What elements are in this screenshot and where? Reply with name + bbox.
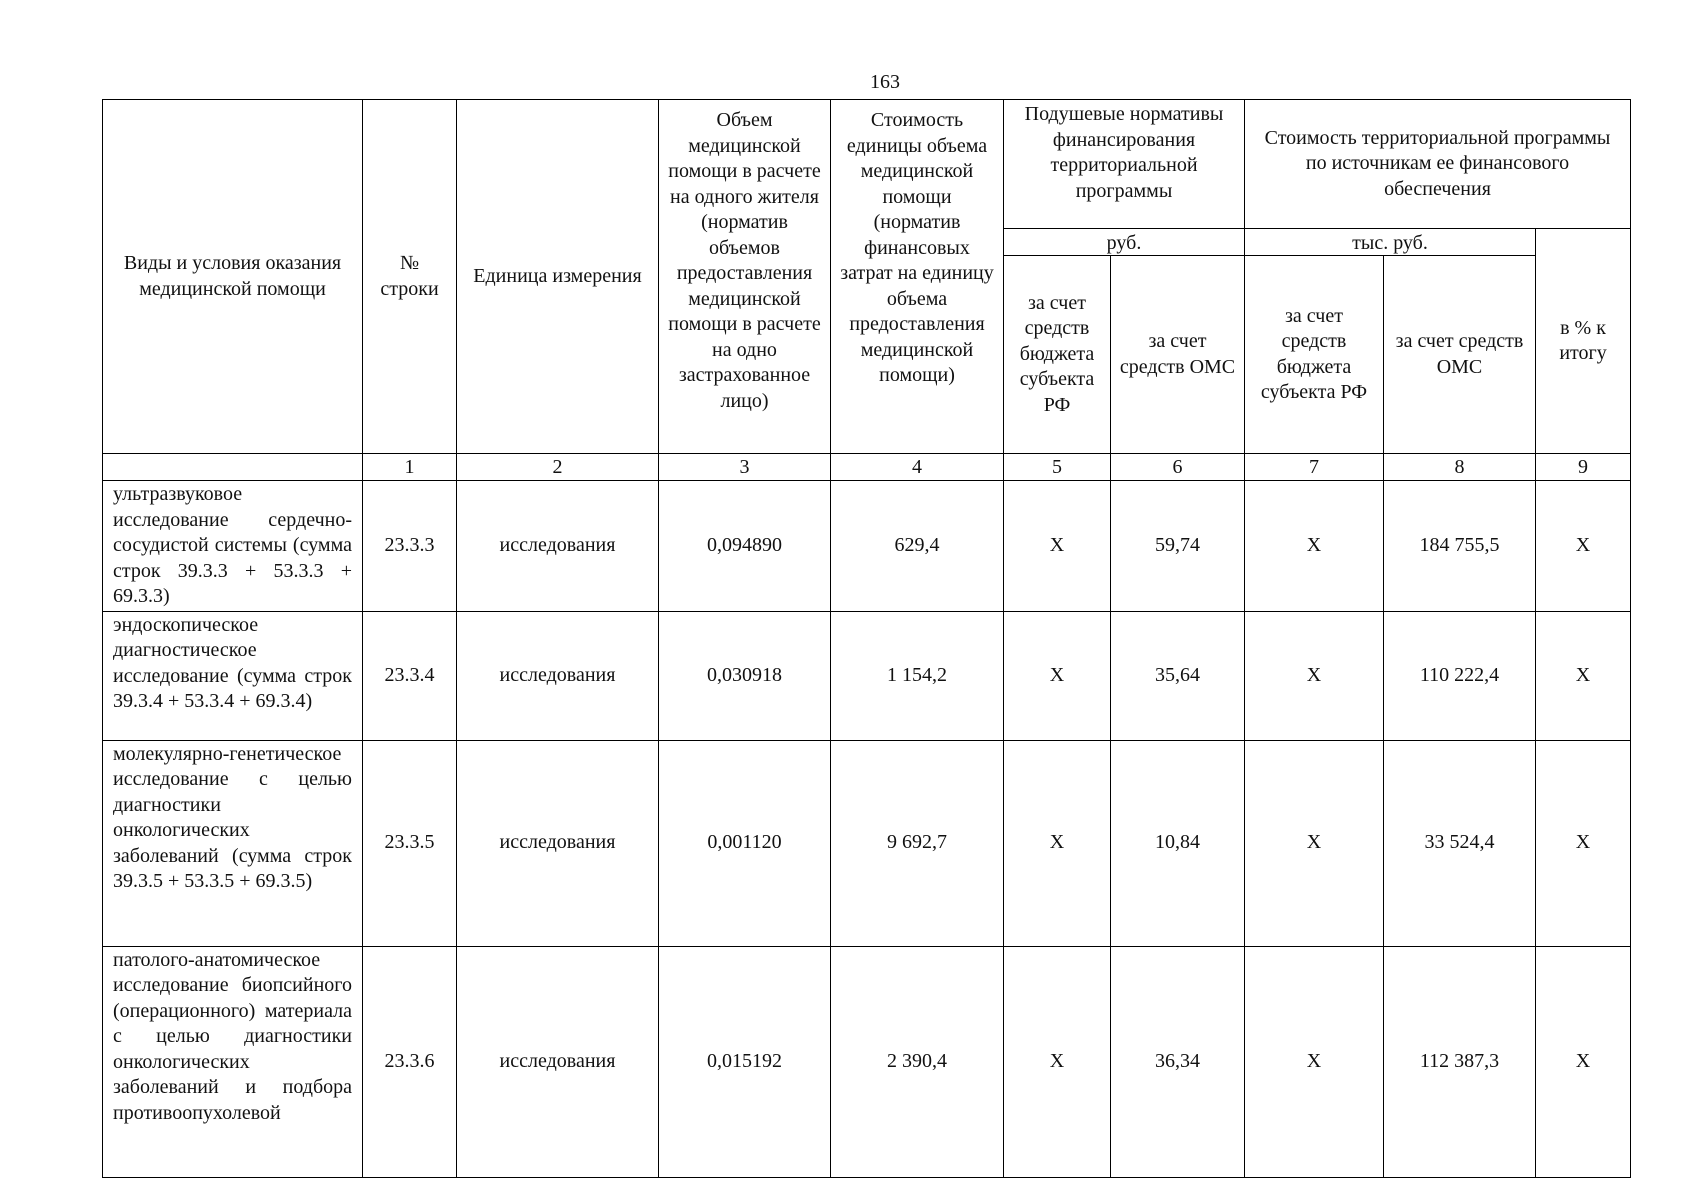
header-unit-cost: Стоимость единицы объема медицинской помощи (норматив финансовых затрат на единицу объема предоставления медицинской помощи): [831, 100, 1004, 454]
row-name: эндоскопическое диагностическое исследование (сумма строк 39.3.4 + 53.3.4 + 69.3.4): [103, 611, 363, 740]
column-number: 4: [831, 454, 1004, 481]
row-name: молекулярно-генетическое исследование с целью диагностики онкологических заболеваний (сумма строк 39.3.5 + 53.3.5 + 69.3.5): [103, 740, 363, 946]
header-row-number: № строки: [363, 100, 457, 454]
column-number: 1: [363, 454, 457, 481]
page-number: 163: [870, 71, 900, 93]
column-number: 7: [1245, 454, 1384, 481]
header-budget-rub: за счет средств бюджета субъекта РФ: [1004, 256, 1111, 454]
header-unit: Единица измерения: [457, 100, 659, 454]
header-rub: руб.: [1004, 229, 1245, 256]
column-number: 5: [1004, 454, 1111, 481]
column-number: 8: [1384, 454, 1536, 481]
row-unit-cost: 9 692,7: [831, 740, 1004, 946]
row-budget-thousand: Х: [1245, 611, 1384, 740]
row-budget-thousand: Х: [1245, 481, 1384, 612]
row-budget-rub: Х: [1004, 611, 1111, 740]
row-percent: Х: [1536, 481, 1631, 612]
column-numbers-row: [103, 454, 1631, 481]
row-volume: 0,001120: [659, 740, 831, 946]
header-thousand-rub: тыс. руб.: [1245, 229, 1536, 256]
column-number: 3: [659, 454, 831, 481]
row-unit: исследования: [457, 946, 659, 1177]
row-percent: Х: [1536, 611, 1631, 740]
column-number: 6: [1111, 454, 1245, 481]
table-row: [103, 611, 1631, 740]
header-budget-thousand: за счет средств бюджета субъекта РФ: [1245, 256, 1384, 454]
row-oms-thousand: 110 222,4: [1384, 611, 1536, 740]
row-oms-rub: 10,84: [1111, 740, 1245, 946]
row-volume: 0,094890: [659, 481, 831, 612]
row-budget-thousand: Х: [1245, 740, 1384, 946]
row-volume: 0,030918: [659, 611, 831, 740]
row-budget-rub: Х: [1004, 946, 1111, 1177]
header-oms-rub: за счет средств ОМС: [1111, 256, 1245, 454]
header-program-cost: Стоимость территориальной программы по источникам ее финансового обеспечения: [1245, 100, 1631, 229]
row-oms-rub: 35,64: [1111, 611, 1245, 740]
row-name: ультразвуковое исследование сердечно-сосудистой системы (сумма строк 39.3.3 + 53.3.3 + 69.3.3): [103, 481, 363, 612]
row-budget-thousand: Х: [1245, 946, 1384, 1177]
header-percent-total: в % к итогу: [1536, 229, 1631, 454]
row-number: 23.3.3: [363, 481, 457, 612]
row-percent: Х: [1536, 946, 1631, 1177]
header-oms-thousand: за счет средств ОМС: [1384, 256, 1536, 454]
row-number: 23.3.6: [363, 946, 457, 1177]
row-oms-thousand: 184 755,5: [1384, 481, 1536, 612]
row-budget-rub: Х: [1004, 740, 1111, 946]
row-percent: Х: [1536, 740, 1631, 946]
row-number: 23.3.5: [363, 740, 457, 946]
row-volume: 0,015192: [659, 946, 831, 1177]
row-unit-cost: 629,4: [831, 481, 1004, 612]
row-budget-rub: Х: [1004, 481, 1111, 612]
row-unit: исследования: [457, 740, 659, 946]
table-row: [103, 481, 1631, 612]
row-unit-cost: 2 390,4: [831, 946, 1004, 1177]
table-row: [103, 740, 1631, 946]
header-volume: Объем медицинской помощи в расчете на одного жителя (норматив объемов предоставления медицинской помощи в расчете на одно застрахованное лицо): [659, 100, 831, 454]
table-row: [103, 946, 1631, 1177]
row-oms-rub: 36,34: [1111, 946, 1245, 1177]
row-name: патолого-анатомическое исследование биопсийного (операционного) материала с целью диагностики онкологических заболеваний и подбора противоопухолевой: [103, 946, 363, 1177]
row-oms-rub: 59,74: [1111, 481, 1245, 612]
financing-table: [102, 99, 1631, 1178]
row-unit-cost: 1 154,2: [831, 611, 1004, 740]
column-number: 9: [1536, 454, 1631, 481]
column-number: [103, 454, 363, 481]
row-number: 23.3.4: [363, 611, 457, 740]
row-oms-thousand: 33 524,4: [1384, 740, 1536, 946]
row-oms-thousand: 112 387,3: [1384, 946, 1536, 1177]
row-unit: исследования: [457, 481, 659, 612]
column-number: 2: [457, 454, 659, 481]
header-per-capita: Подушевые нормативы финансирования территориальной программы: [1004, 100, 1245, 229]
row-unit: исследования: [457, 611, 659, 740]
header-kind: Виды и условия оказания медицинской помощи: [103, 100, 363, 454]
